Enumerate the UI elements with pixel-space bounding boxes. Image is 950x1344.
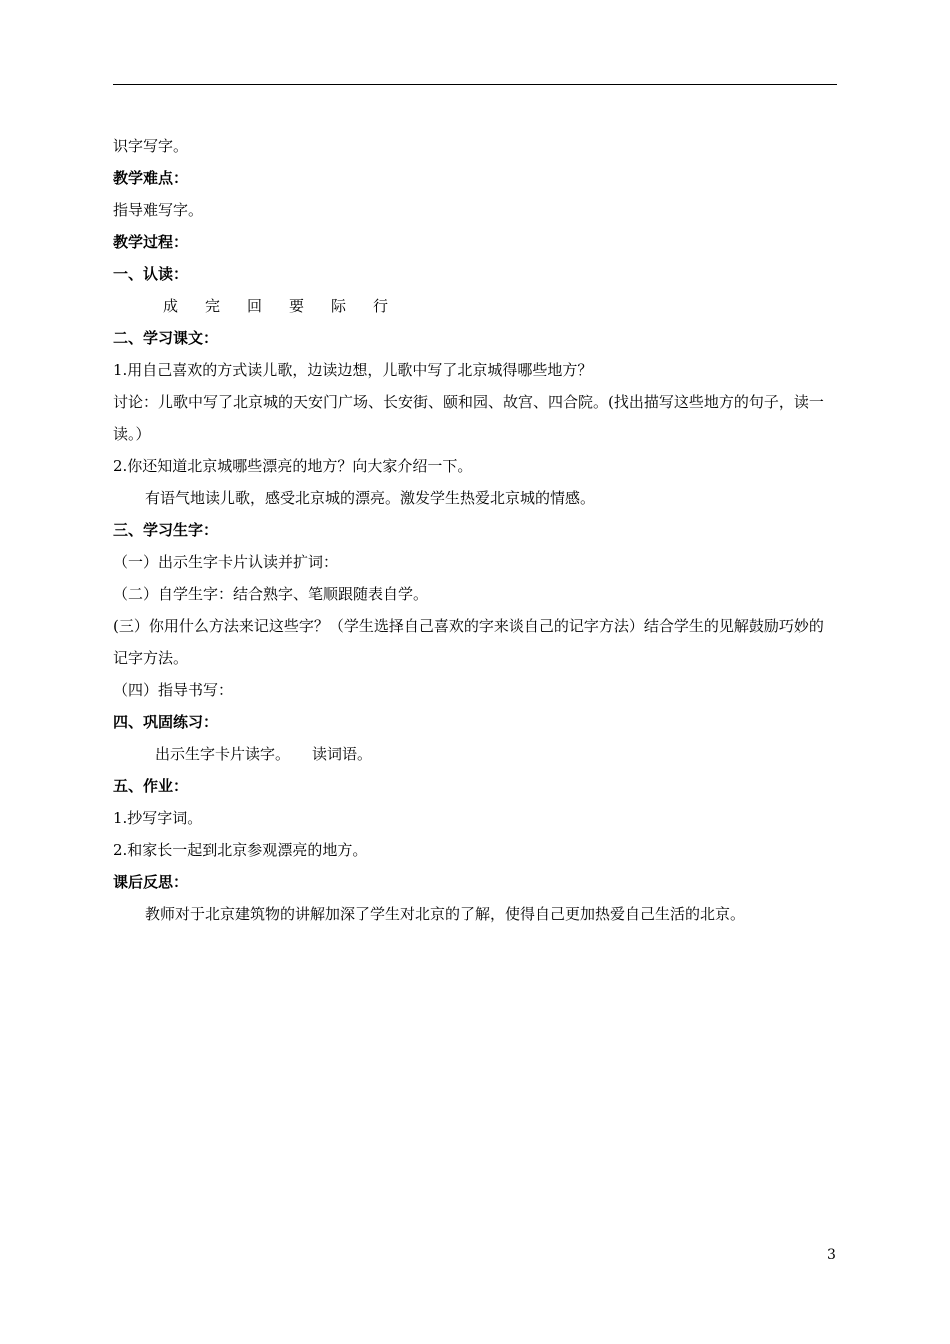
heading-section-four: 四、巩固练习：: [113, 713, 219, 731]
heading-section-five: 五、作业：: [113, 777, 189, 795]
practice-line: [113, 738, 837, 770]
char-item: 成: [163, 297, 179, 315]
method-paragraph: (三）你用什么方法来记这些字？（学生选择自己喜欢的字来谈自己的记字方法）结合学生的见解鼓励巧妙的记字方法。: [113, 617, 824, 667]
text-line: （一）出示生字卡片认读并扩词：: [113, 553, 339, 571]
heading-difficulty: 教学难点：: [113, 169, 189, 187]
heading-reflection: 课后反思：: [113, 873, 189, 891]
text-line: （四）指导书写：: [113, 681, 234, 699]
heading-section-three: 三、学习生字：: [113, 521, 219, 539]
practice-item: 出示生字卡片读字。: [155, 745, 291, 763]
text-line: 指导难写字。: [113, 201, 204, 219]
char-item: 要: [289, 297, 305, 315]
text-line: 1.用自己喜欢的方式读儿歌，边读边想，儿歌中写了北京城得哪些地方？: [113, 361, 593, 379]
text-line: 2.和家长一起到北京参观漂亮的地方。: [113, 841, 368, 859]
reflection-text: 教师对于北京建筑物的讲解加深了学生对北京的了解，使得自己更加热爱自己生活的北京。: [145, 905, 746, 923]
text-line: 有语气地读儿歌，感受北京城的漂亮。激发学生热爱北京城的情感。: [145, 489, 596, 507]
char-item: 回: [247, 297, 263, 315]
document-body: [113, 130, 837, 930]
discussion-paragraph: 讨论：儿歌中写了北京城的天安门广场、长安街、颐和园、故宫、四合院。(找出描写这些地方的句子，读一读。）: [113, 393, 824, 443]
heading-section-two: 二、学习课文：: [113, 329, 219, 347]
char-item: 行: [373, 297, 389, 315]
text-line: 1.抄写字词。: [113, 809, 203, 827]
text-line: 识字写字。: [113, 137, 189, 155]
char-item: 际: [331, 297, 347, 315]
practice-item: 读词语。: [312, 745, 373, 763]
text-line: 2.你还知道北京城哪些漂亮的地方？向大家介绍一下。: [113, 457, 473, 475]
text-line: （二）自学生字：结合熟字、笔顺跟随表自学。: [113, 585, 429, 603]
char-item: 完: [205, 297, 221, 315]
page-number: 3: [827, 1247, 836, 1263]
heading-process: 教学过程：: [113, 233, 189, 251]
header-rule: [113, 84, 837, 85]
heading-section-one: 一、认读：: [113, 265, 189, 283]
character-list: [113, 290, 837, 322]
